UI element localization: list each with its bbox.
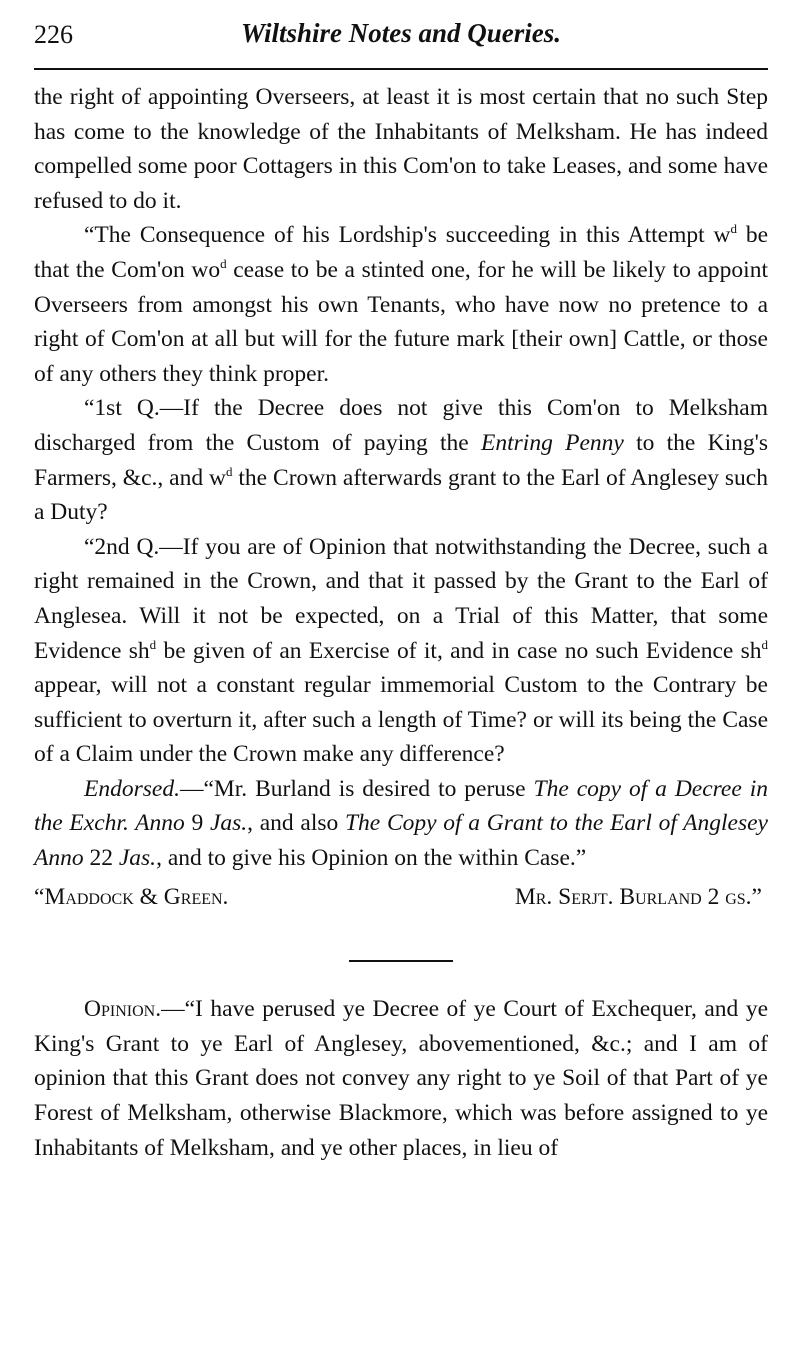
endorsed-label: Endorsed.	[84, 775, 180, 802]
signature-left: “Maddock & Green.	[34, 883, 229, 910]
text-run: 22	[83, 845, 119, 872]
paragraph-continuation	[34, 80, 768, 218]
paragraph-second-question	[34, 530, 768, 772]
text-run: be that the Com'on wo	[34, 222, 768, 283]
superscript: d	[220, 255, 227, 271]
italic-term: Entring Penny	[481, 429, 624, 456]
paragraph-opinion	[34, 992, 768, 1165]
signature-line	[34, 880, 768, 915]
section-divider	[349, 960, 453, 962]
italic-abbrev: Jas.	[209, 810, 248, 837]
text-run: , and also	[247, 810, 345, 837]
text-run: , and to give his Opinion on the within Case.”	[156, 845, 587, 872]
signature-right: Mr. Serjt. Burland 2 gs.”	[514, 883, 762, 910]
paragraph-consequence	[34, 218, 768, 391]
text-run: 9	[184, 810, 210, 837]
text-run: the Crown afterwards grant to the Earl of Anglesey such a Duty?	[34, 464, 768, 526]
text-run: to the King's Farmers, &c., and w	[34, 429, 768, 491]
superscript: d	[761, 636, 769, 652]
italic-abbrev: Jas.	[118, 845, 157, 872]
page-number: 226	[34, 20, 73, 49]
journal-title: Wiltshire Notes and Queries.	[240, 18, 562, 48]
superscript: d	[149, 636, 157, 652]
paragraph-first-question	[34, 391, 768, 529]
running-head	[34, 16, 768, 56]
text-run: appear, will not a constant regular immemorial Custom to the Contrary be sufficient to overturn it, after such a length of Time? or will its being the Case of a Claim under the Crown make any difference?	[34, 672, 768, 768]
text-run: cease to be a stinted one, for he will be likely to appoint Overseers from amongst his own Tenants, who have now no pretence to a right of Com'on at all but will for the future mark [their own] Cattle, or those of any others they think proper.	[34, 256, 768, 387]
opinion-label: Opinion.	[84, 996, 162, 1023]
header-rule	[34, 68, 768, 70]
superscript: d	[730, 221, 737, 237]
text-run: be given of an Exercise of it, and in case no such Evidence sh	[156, 637, 762, 664]
paragraph-text: the right of appointing Overseers, at least it is most certain that no such Step has come to the knowledge of the Inhabitants of Melksham. He has indeed compelled some poor Cottagers in this Com'on to take Leases, and some have refused to do it.	[34, 84, 768, 214]
paragraph-endorsed	[34, 772, 768, 876]
text-run: —“Mr. Burland is desired to peruse	[179, 775, 534, 802]
italic-title: The copy of a Decree in the Exchr. Anno	[34, 775, 768, 837]
italic-title: The Copy of a Grant to the Earl of Anglesey Anno	[34, 810, 768, 872]
text-run: “The Consequence of his Lordship's succeeding in this Attempt w	[84, 222, 731, 249]
text-run: “2nd Q.—If you are of Opinion that notwithstanding the Decree, such a right remained in the Crown, and that it passed by the Grant to the Earl of Anglesea. Will it not be expected, on a Trial of this Matter, that some Evidence sh	[34, 533, 768, 664]
body-text	[34, 80, 768, 1165]
text-run: “1st Q.—If the Decree does not give this Com'on to Melksham discharged from the Custom of paying the	[34, 395, 768, 456]
text-run: —“I have perused ye Decree of ye Court of Exchequer, and ye King's Grant to ye Earl of Anglesey, abovementioned, &c.; and I am of opinion that this Grant does not convey any right to ye Soil of that Part of ye Forest of Melksham, otherwise Blackmore, which was before assigned to ye Inhabitants of Melksham, and ye other places, in lieu of	[34, 996, 768, 1161]
superscript: d	[225, 463, 233, 479]
